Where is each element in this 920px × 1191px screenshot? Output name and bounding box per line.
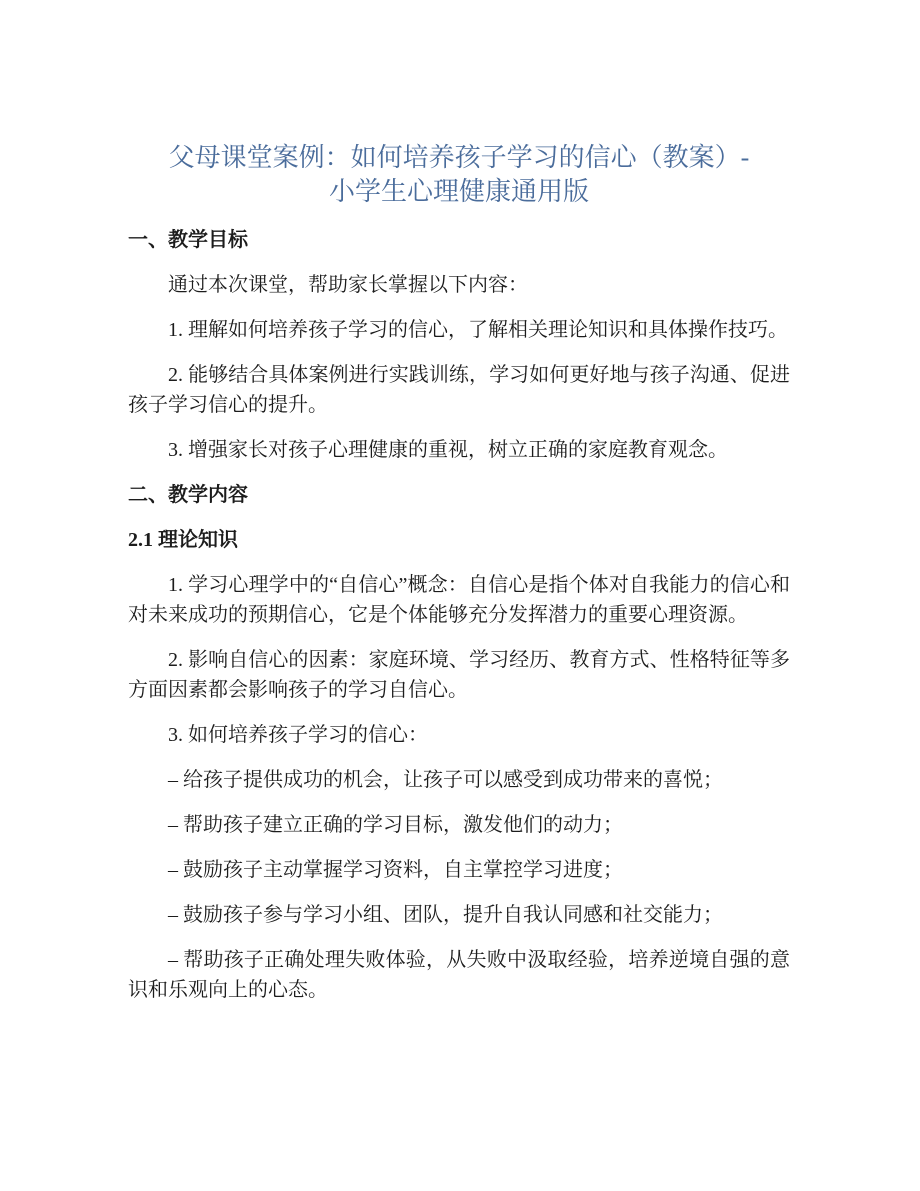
document-title-line-1: 父母课堂案例：如何培养孩子学习的信心（教案）- xyxy=(168,143,750,172)
heading-teaching-goals: 一、教学目标 xyxy=(128,229,248,251)
heading-teaching-content: 二、教学内容 xyxy=(128,484,248,506)
paragraph-theory-3: 3. 如何培养孩子学习的信心： xyxy=(168,724,428,746)
list-item-learning-goals: – 帮助孩子建立正确的学习目标，激发他们的动力； xyxy=(168,814,623,836)
paragraph-goal-2: 2. 能够结合具体案例进行实践训练，学习如何更好地与孩子沟通、促进孩子学习信心的提升。 xyxy=(128,364,790,416)
list-item-study-groups: – 鼓励孩子参与学习小组、团队，提升自我认同感和社交能力； xyxy=(168,904,723,926)
list-item-success-opportunities: – 给孩子提供成功的机会，让孩子可以感受到成功带来的喜悦； xyxy=(168,769,723,791)
document-title xyxy=(128,141,790,209)
paragraph-goals-intro: 通过本次课堂，帮助家长掌握以下内容： xyxy=(168,274,528,296)
paragraph-goal-1: 1. 理解如何培养孩子学习的信心，了解相关理论知识和具体操作技巧。 xyxy=(168,319,788,341)
document-title-line-2: 小学生心理健康通用版 xyxy=(328,177,589,206)
paragraph-theory-2: 2. 影响自信心的因素：家庭环境、学习经历、教育方式、性格特征等多方面因素都会影响孩子的学习自信心。 xyxy=(128,649,790,701)
paragraph-goal-3: 3. 增强家长对孩子心理健康的重视，树立正确的家庭教育观念。 xyxy=(168,439,728,461)
list-item-learning-materials: – 鼓励孩子主动掌握学习资料，自主掌控学习进度； xyxy=(168,859,623,881)
heading-theory-knowledge: 2.1 理论知识 xyxy=(128,529,238,551)
list-item-handle-failure: – 帮助孩子正确处理失败体验，从失败中汲取经验，培养逆境自强的意识和乐观向上的心态。 xyxy=(128,949,790,1001)
paragraph-theory-1: 1. 学习心理学中的“自信心”概念：自信心是指个体对自我能力的信心和对未来成功的预期信心，它是个体能够充分发挥潜力的重要心理资源。 xyxy=(128,574,790,626)
